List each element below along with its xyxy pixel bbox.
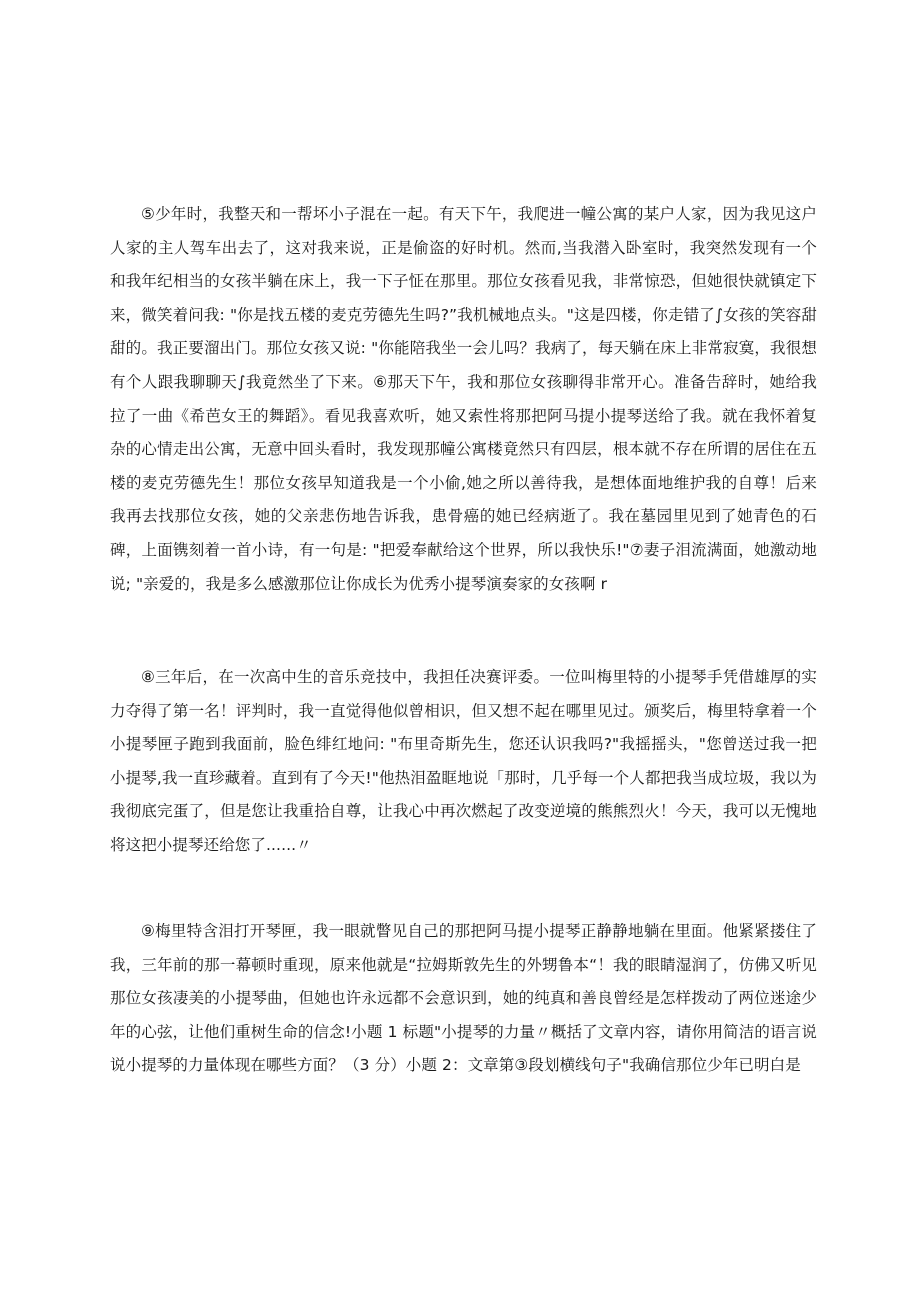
paragraph-8: ⑧三年后，在一次高中生的音乐竞技中，我担任决赛评委。一位叫梅里特的小提琴手凭借雄厚的实力夺得了第一名！评判时，我一直觉得他似曾相识，但又想不起在哪里见过。颁奖后，梅里特拿着一个小提琴匣子跑到我面前，脸色绯红地问: "布里奇斯先生，您还认识我吗?"我摇摇头，"您曾送过我一把小提琴,我一直珍藏着。直到有了今天!"他热泪盈眶地说「那时，几乎每一个人都把我当成垃圾，我以为我彻底完蛋了，但是您让我重拾自尊，让我心中再次燃起了改变逆境的熊熊烈火！今天，我可以无愧地将这把小提琴还给您了......〃 <box>110 668 817 854</box>
paragraph-9: ⑨梅里特含泪打开琴匣，我一眼就瞥见自己的那把阿马提小提琴正静静地躺在里面。他紧紧搂住了我，三年前的那一幕顿时重现，原来他就是“拉姆斯敦先生的外甥鲁本“！我的眼睛湿润了，仿佛又听见那位女孩凄美的小提琴曲，但她也许永远都不会意识到，她的纯真和善良曾经是怎样拨动了两位迷途少年的心弦，让他们重树生命的信念!小题 1 标题"小提琴的力量〃概括了文章内容，请你用简洁的语言说说小提琴的力量体现在哪些方面？（3 分）小题 2：文章第③段划横线句子"我确信那位少年已明白是 <box>110 922 817 1075</box>
paragraph-5: ⑤少年时，我整天和一帮坏小子混在一起。有天下午，我爬进一幢公寓的某户人家，因为我见这户人家的主人驾车出去了，这对我来说，正是偷盗的好时机。然而,当我潜入卧室时，我突然发现有一个和我年纪相当的女孩半躺在床上，我一下子怔在那里。那位女孩看见我，非常惊恐，但她很快就镇定下来，微笑着问我: "你是找五楼的麦克劳德先生吗?”我机械地点头。"这是四楼，你走错了∫女孩的笑容甜甜的。我正要溜出门。那位女孩又说: "你能陪我坐一会儿吗？我病了，每天躺在床上非常寂寞，我很想有个人跟我聊聊天∫我竟然坐了下来。⑥那天下午，我和那位女孩聊得非常开心。准备告辞时，她给我拉了一曲《希芭女王的舞蹈》。看见我喜欢听，她又索性将那把阿马提小提琴送给了我。就在我怀着复杂的心情走出公寓，无意中回头看时，我发现那幢公寓楼竟然只有四层，根本就不存在所谓的居住在五楼的麦克劳德先生！那位女孩早知道我是一个小偷,她之所以善待我，是想体面地维护我的自尊！后来我再去找那位女孩，她的父亲悲伤地告诉我，患骨癌的她已经病逝了。我在墓园里见到了她青色的石碑，上面镌刻着一首小诗，有一句是: "把爱奉献给这个世界，所以我快乐!"⑦妻子泪流满面，她激动地说; "亲爱的，我是多么感激那位让你成长为优秀小提琴演奏家的女孩啊 r <box>110 205 817 593</box>
